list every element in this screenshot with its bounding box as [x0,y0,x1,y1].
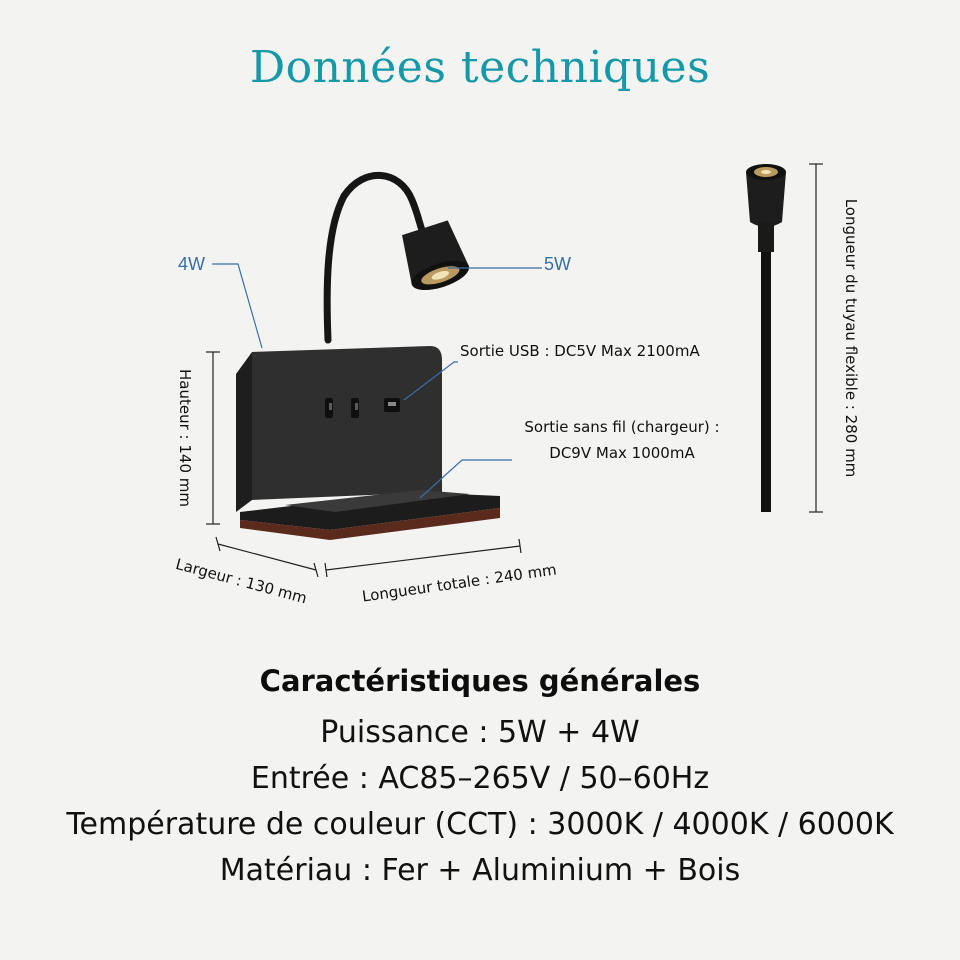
flexible-lamp-illustration [746,164,786,512]
wireless-output-label-1: Sortie sans fil (chargeur) : [524,418,720,436]
power-left-label: 4W [178,254,205,274]
height-label: Hauteur : 140 mm [176,369,194,507]
hose-length-label: Longueur du tuyau flexible : 280 mm [842,198,860,478]
back-plate [252,346,442,500]
spec-cct: Température de couleur (CCT) : 3000K / 4000K / 6000K [66,807,894,842]
spec-power: Puissance : 5W + 4W [320,715,640,750]
width-label: Largeur : 130 mm [173,554,309,608]
flexible-hose [761,252,771,512]
wireless-output-label-2: DC9V Max 1000mA [549,444,695,462]
usb-output-label: Sortie USB : DC5V Max 2100mA [460,342,700,360]
total-length-label: Longueur totale : 240 mm [360,560,558,606]
page-title: Données techniques [249,42,711,93]
spec-input: Entrée : AC85–265V / 50–60Hz [250,761,710,796]
power-right-label: 5W [544,254,571,274]
specs-heading: Caractéristiques générales [259,664,701,698]
specs-list [0,710,960,894]
spec-material: Matériau : Fer + Aluminium + Bois [219,853,741,888]
side-plate [236,352,252,512]
lamp-head-left [396,218,472,296]
